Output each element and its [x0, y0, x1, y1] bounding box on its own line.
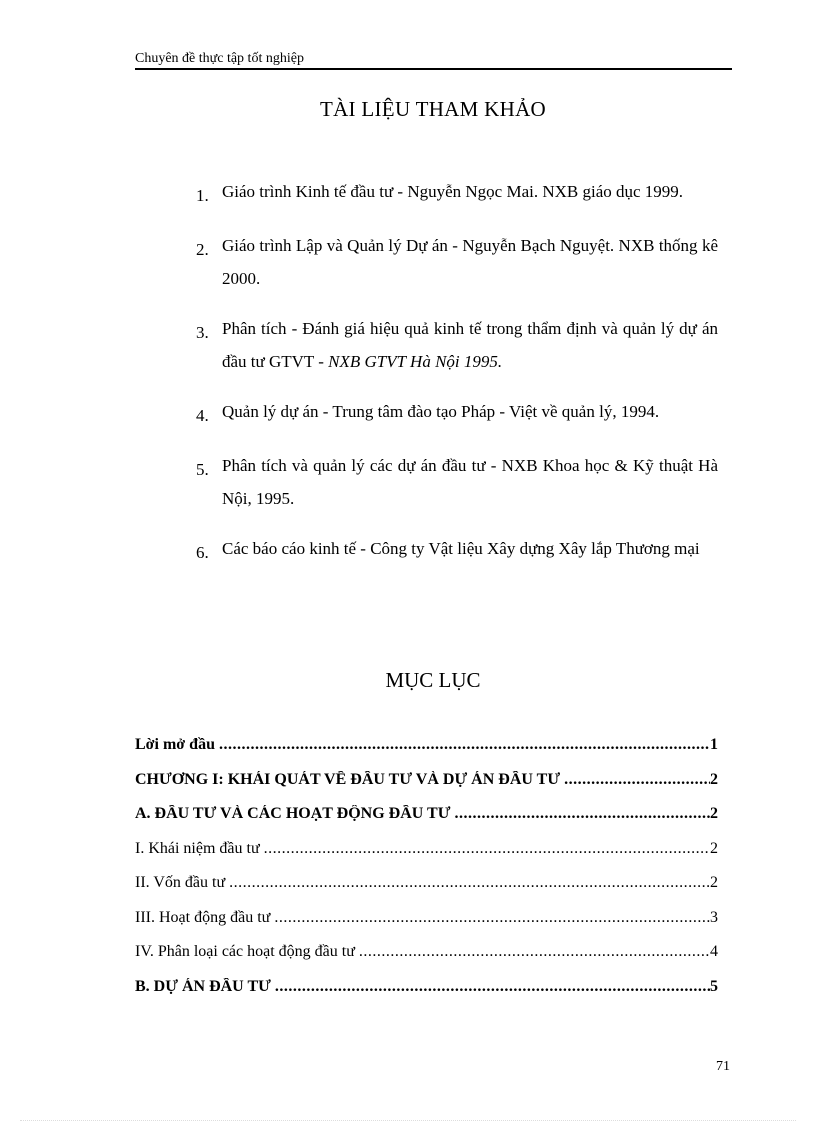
toc-entry-label: A. ĐẦU TƯ VÀ CÁC HOẠT ĐỘNG ĐẦU TƯ [135, 805, 451, 822]
reference-text: Giáo trình Lập và Quản lý Dự án - Nguyễn Bạch Nguyệt. NXB thống kê 2000. [222, 236, 718, 288]
toc-entry-page: 2 [710, 770, 718, 788]
toc-entry[interactable] [135, 805, 718, 840]
reference-number: 3. [196, 323, 209, 342]
reference-number: 1. [196, 186, 209, 205]
references-title: TÀI LIỆU THAM KHẢO [319, 97, 547, 121]
toc-entry-page: 1 [710, 736, 718, 753]
page-number: 71 [716, 1059, 730, 1074]
toc-entry[interactable] [135, 736, 718, 771]
toc-leader-dots [260, 840, 710, 858]
reference-text: Các báo cáo kinh tế - Công ty Vật liệu Xây dựng Xây lắp Thương mại [222, 539, 700, 558]
toc-entry[interactable] [135, 840, 718, 875]
toc-entry[interactable] [135, 771, 718, 806]
toc-entry-label: I. Khái niệm đầu tư [135, 839, 260, 857]
reference-number: 2. [196, 240, 209, 259]
toc-leader-dots [225, 874, 710, 892]
running-header: Chuyên đề thực tập tốt nghiệp [135, 51, 304, 66]
header-rule [135, 68, 732, 70]
toc-leader-dots [355, 943, 710, 961]
toc-entry-page: 3 [710, 908, 718, 926]
toc-leader-dots [450, 805, 710, 823]
toc-entry[interactable] [135, 874, 718, 909]
toc-entry-page: 5 [710, 977, 718, 995]
reference-item [196, 532, 718, 569]
reference-item [196, 229, 718, 295]
toc-title: MỤC LỤC [385, 668, 481, 692]
toc-entry-label: IV. Phân loại các hoạt động đầu tư [135, 943, 355, 960]
table-of-contents [135, 736, 718, 1012]
toc-leader-dots [271, 978, 710, 996]
toc-leader-dots [560, 771, 710, 789]
toc-entry[interactable] [135, 978, 718, 1013]
toc-entry-label: Lời mở đầu [135, 736, 215, 753]
reference-number: 4. [196, 406, 209, 425]
toc-entry-page: 4 [710, 943, 718, 960]
page-bottom-edge [20, 1120, 796, 1121]
toc-entry[interactable] [135, 909, 718, 944]
reference-publisher-italic: NXB GTVT Hà Nội 1995. [328, 352, 503, 371]
reference-item [196, 312, 718, 378]
toc-entry-page: 2 [710, 874, 718, 891]
reference-text: Phân tích và quản lý các dự án đầu tư - NXB Khoa học & Kỹ thuật Hà Nội, 1995. [222, 456, 718, 508]
toc-leader-dots [270, 909, 710, 927]
reference-item [196, 395, 718, 432]
reference-text: Phân tích - Đánh giá hiệu quả kinh tế trong thẩm định và quản lý dự án đầu tư GTVT - NXB GTVT Hà Nội 1995. [222, 319, 718, 371]
toc-entry[interactable] [135, 943, 718, 978]
reference-text: Quản lý dự án - Trung tâm đào tạo Pháp - Việt về quản lý, 1994. [222, 402, 660, 421]
reference-text: Giáo trình Kinh tế đầu tư - Nguyễn Ngọc Mai. NXB giáo dục 1999. [222, 182, 684, 201]
toc-entry-label: II. Vốn đầu tư [135, 874, 226, 891]
toc-entry-label: B. DỰ ÁN ĐẦU TƯ [135, 977, 271, 995]
toc-leader-dots [215, 736, 710, 754]
references-list [196, 175, 718, 586]
toc-entry-label: CHƯƠNG I: KHÁI QUÁT VỀ ĐẦU TƯ VÀ DỰ ÁN ĐẦU TƯ [135, 770, 561, 788]
reference-number: 5. [196, 460, 209, 479]
reference-item [196, 175, 718, 212]
toc-entry-page: 2 [710, 839, 718, 857]
reference-item [196, 449, 718, 515]
toc-entry-page: 2 [710, 805, 718, 822]
reference-number: 6. [196, 543, 209, 562]
toc-entry-label: III. Hoạt động đầu tư [135, 908, 271, 926]
